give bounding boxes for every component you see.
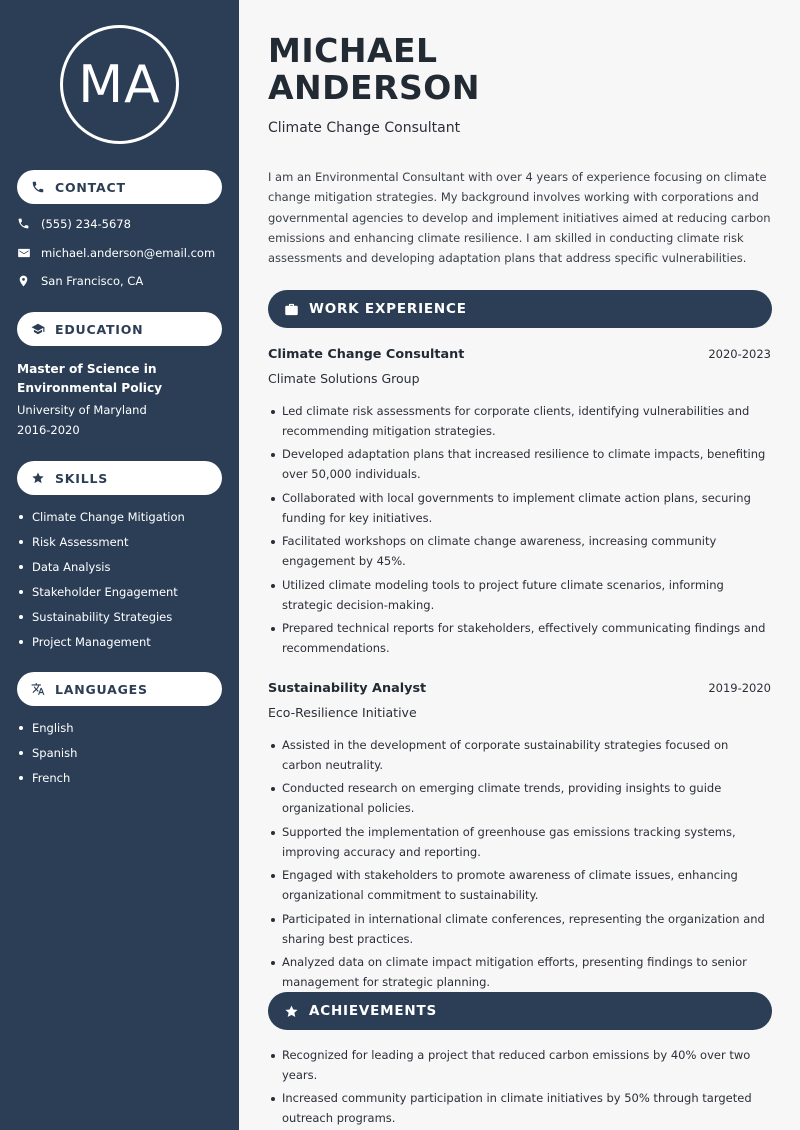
languages-heading-label: LANGUAGES <box>55 681 148 697</box>
job-bullet: Assisted in the development of corporate sustainability strategies focused on carbon neutrality. <box>270 736 770 775</box>
contact-email[interactable] <box>17 246 215 260</box>
name-first: MICHAEL <box>268 31 438 70</box>
full-name <box>268 32 480 106</box>
skill-item: Data Analysis <box>17 554 185 579</box>
job-bullets <box>270 736 770 997</box>
job-bullet: Conducted research on emerging climate trends, providing insights to guide organizational policies. <box>270 779 770 818</box>
achievement-item: Recognized for leading a project that reduced carbon emissions by 40% over two years. <box>270 1046 770 1085</box>
contact-heading <box>17 170 222 204</box>
phone-icon <box>31 180 45 194</box>
phone-icon <box>17 217 31 231</box>
job-company: Climate Solutions Group <box>268 371 420 386</box>
graduation-cap-icon <box>31 322 45 336</box>
languages-list <box>17 715 77 790</box>
job-company: Eco-Resilience Initiative <box>268 705 417 720</box>
job-bullet: Led climate risk assessments for corporate clients, identifying vulnerabilities and recommending mitigation strategies. <box>270 402 770 441</box>
skill-item: Climate Change Mitigation <box>17 504 185 529</box>
job-bullet: Supported the implementation of greenhouse gas emissions tracking systems, improving accuracy and reporting. <box>270 823 770 862</box>
education-heading <box>17 312 222 346</box>
skill-item: Project Management <box>17 629 185 654</box>
job-bullet: Analyzed data on climate impact mitigation efforts, presenting findings to senior management for strategic planning. <box>270 953 770 992</box>
language-item: English <box>17 715 77 740</box>
contact-location <box>17 274 143 288</box>
job-bullet: Utilized climate modeling tools to project future climate scenarios, informing strategic decision-making. <box>270 576 770 615</box>
profile-summary: I am an Environmental Consultant with over 4 years of experience focusing on climate change mitigation strategies. My background involves working with corporations and governmental agencies to develop and implement initiatives aimed at reducing carbon emissions and enhancing climate resilience. I am skilled in conducting climate risk assessments and developing adaptation plans that address specific vulnerabilities. <box>268 170 771 266</box>
monogram-avatar <box>60 25 179 144</box>
languages-heading <box>17 672 222 706</box>
education-degree: Master of Science in Environmental Policy <box>17 362 163 395</box>
briefcase-icon <box>284 302 299 317</box>
contact-phone[interactable] <box>17 217 131 231</box>
education-heading-label: EDUCATION <box>55 321 144 337</box>
skills-list <box>17 504 185 654</box>
star-icon <box>284 1004 299 1019</box>
monogram-initials: MA <box>78 54 161 115</box>
skill-item: Sustainability Strategies <box>17 604 185 629</box>
language-item: French <box>17 765 77 790</box>
contact-email-text: michael.anderson@email.com <box>41 246 216 260</box>
language-item: Spanish <box>17 740 77 765</box>
work-experience-heading-label: WORK EXPERIENCE <box>309 301 467 317</box>
achievements-list <box>270 1046 770 1130</box>
location-pin-icon <box>17 274 31 288</box>
envelope-icon <box>17 246 31 260</box>
job-dates: 2019-2020 <box>708 681 771 695</box>
achievement-item: Increased community participation in climate initiatives by 50% through targeted outreach programs. <box>270 1089 770 1128</box>
skills-heading-label: SKILLS <box>55 470 109 486</box>
job-title-headline: Climate Change Consultant <box>268 120 461 136</box>
job-bullet: Prepared technical reports for stakeholders, effectively communicating findings and recommendations. <box>270 619 770 658</box>
work-experience-heading <box>268 290 772 328</box>
name-last: ANDERSON <box>268 68 480 107</box>
job-title: Sustainability Analyst <box>268 681 427 696</box>
translate-icon <box>31 682 45 696</box>
skill-item: Risk Assessment <box>17 529 185 554</box>
education-school: University of Maryland <box>17 403 147 417</box>
contact-location-text: San Francisco, CA <box>41 274 144 288</box>
star-icon <box>31 471 45 485</box>
job-bullet: Collaborated with local governments to implement climate action plans, securing funding for key initiatives. <box>270 489 770 528</box>
job-bullet: Developed adaptation plans that increased resilience to climate impacts, benefiting over 50,000 individuals. <box>270 445 770 484</box>
achievements-heading <box>268 992 772 1030</box>
skills-heading <box>17 461 222 495</box>
job-bullet: Participated in international climate conferences, representing the organization and sharing best practices. <box>270 910 770 949</box>
job-title: Climate Change Consultant <box>268 347 465 362</box>
job-bullet: Engaged with stakeholders to promote awareness of climate issues, enhancing organizational commitment to sustainability. <box>270 866 770 905</box>
contact-heading-label: CONTACT <box>55 179 126 195</box>
job-bullet: Facilitated workshops on climate change awareness, increasing community engagement by 45%. <box>270 532 770 571</box>
contact-phone-text: (555) 234-5678 <box>41 217 131 231</box>
skill-item: Stakeholder Engagement <box>17 579 185 604</box>
achievements-heading-label: ACHIEVEMENTS <box>309 1003 438 1019</box>
job-dates: 2020-2023 <box>708 347 771 361</box>
job-bullets <box>270 402 770 663</box>
education-years: 2016-2020 <box>17 423 80 437</box>
sidebar <box>0 0 239 1130</box>
